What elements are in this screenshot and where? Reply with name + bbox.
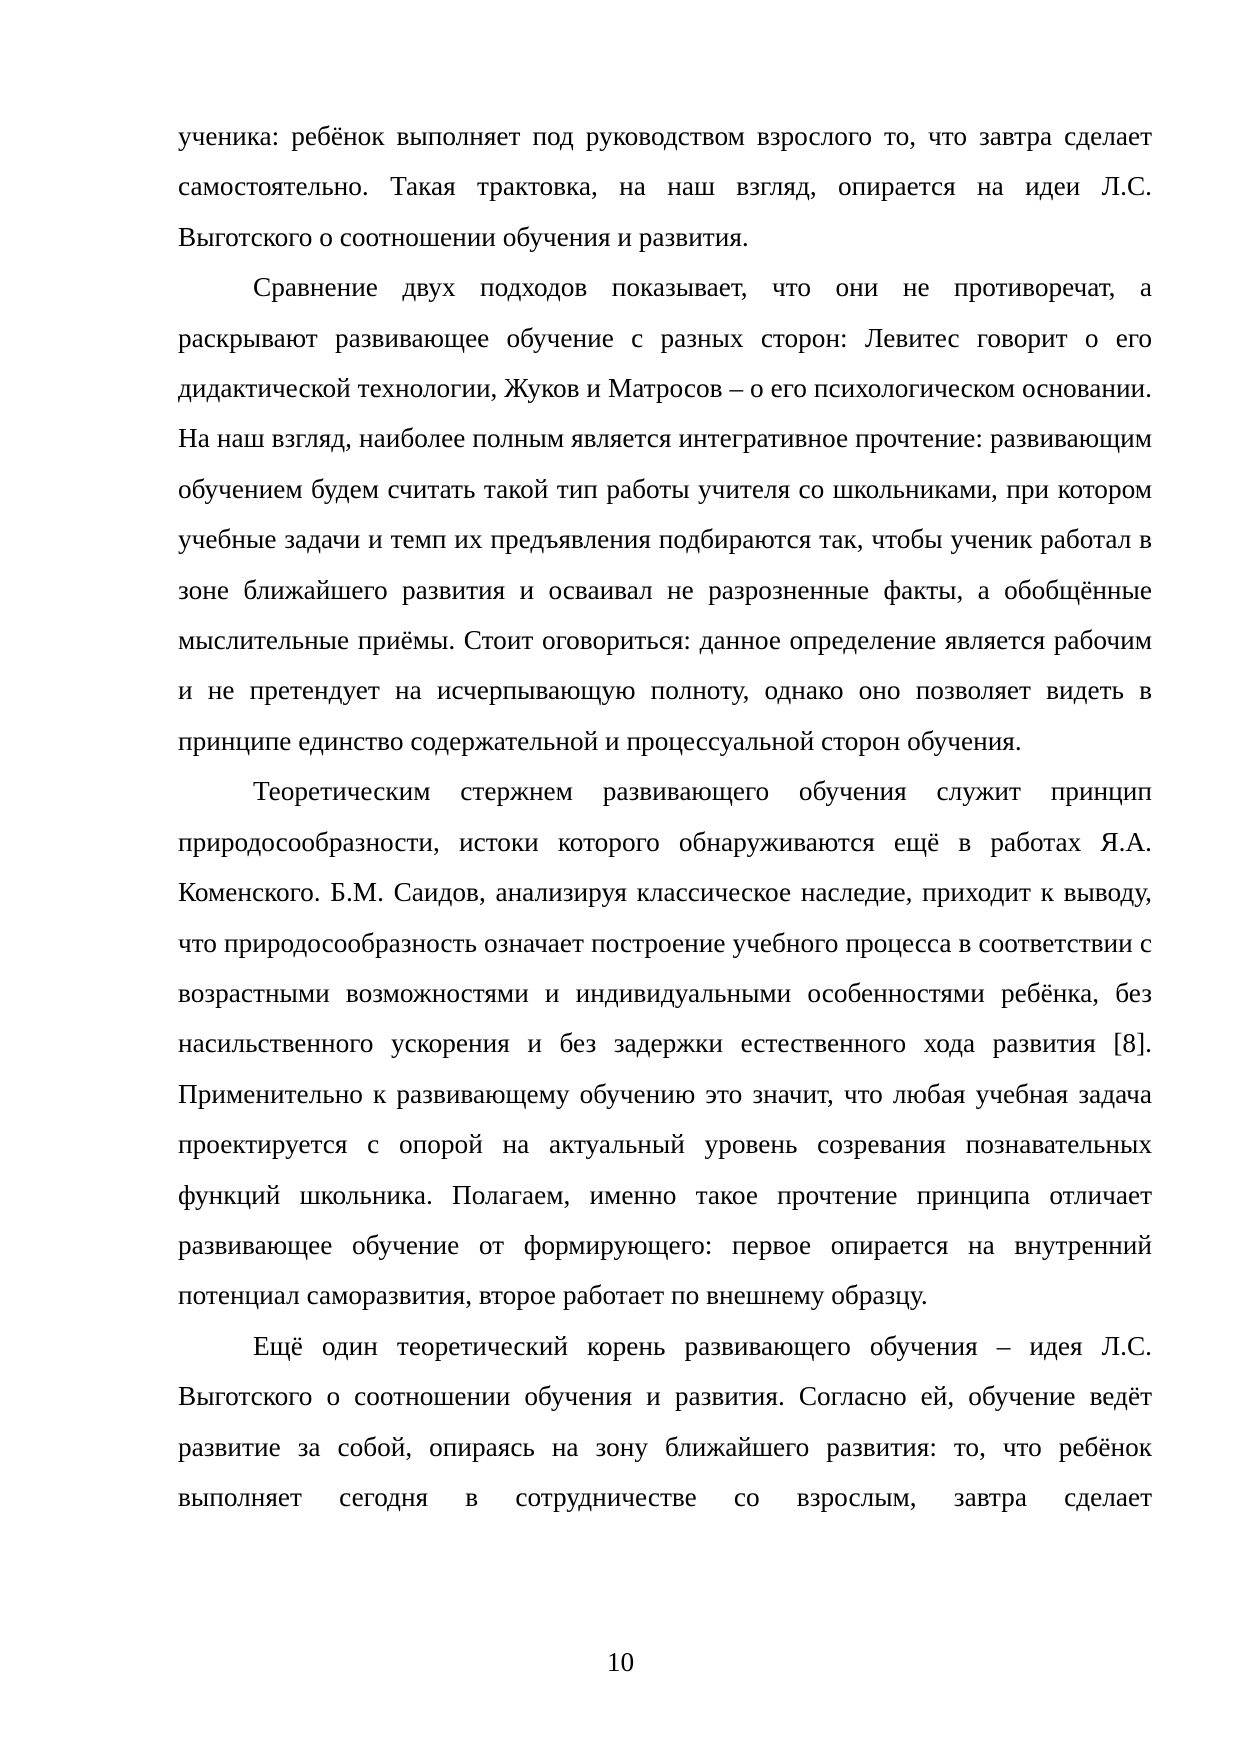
paragraph-nature-conformity: Теоретическим стержнем развивающего обучения служит принцип природосообразности, истоки которого обнаруживаются ещё в работах Я.А. Коменского. Б.М. Саидов, анализируя классическое наследие, приходит к выводу, что природосообразность означает построение учебного процесса в соответствии с возрастными возможностями и индивидуальными особенностями ребёнка, без насильственного ускорения и без задержки естественного хода развития [8]. Применительно к развивающему обучению это значит, что любая учебная задача проектируется с опорой на актуальный уровень созревания познавательных функций школьника. Полагаем, именно такое прочтение принципа отличает развивающее обучение от формирующего: первое опирается на внутренний потенциал саморазвития, второе работает по внешнему образцу. <box>178 776 1152 1311</box>
paragraph-comparison: Сравнение двух подходов показывает, что они не противоречат, а раскрывают развивающее обучение с разных сторон: Левитес говорит о его дидактической технологии, Жуков и Матросов – о его психологическом основании. На наш взгляд, наиболее полным является интегративное прочтение: развивающим обучением будем считать такой тип работы учителя со школьниками, при котором учебные задачи и темп их предъявления подбираются так, чтобы ученик работал в зоне ближайшего развития и осваивал не разрозненные факты, а обобщённые мыслительные приёмы. Стоит оговориться: данное определение является рабочим и не претендует на исчерпывающую полноту, однако оно позволяет видеть в принципе единство содержательной и процессуальной сторон обучения. <box>178 272 1152 756</box>
page-number: 10 <box>606 1647 635 1677</box>
paragraph-continuation: ученика: ребёнок выполняет под руководством взрослого то, что завтра сделает самостоятельно. Такая трактовка, на наш взгляд, опирается на идеи Л.С. Выготского о соотношении обучения и развития. <box>178 121 1152 252</box>
body-text <box>178 111 1152 1522</box>
paragraph-vygotsky: Ещё один теоретический корень развивающего обучения – идея Л.С. Выготского о соотношении обучения и развития. Согласно ей, обучение ведёт развитие за собой, опираясь на зону ближайшего развития: то, что ребёнок выполняет сегодня в сотрудничестве со взрослым, завтра сделает <box>178 1330 1152 1512</box>
